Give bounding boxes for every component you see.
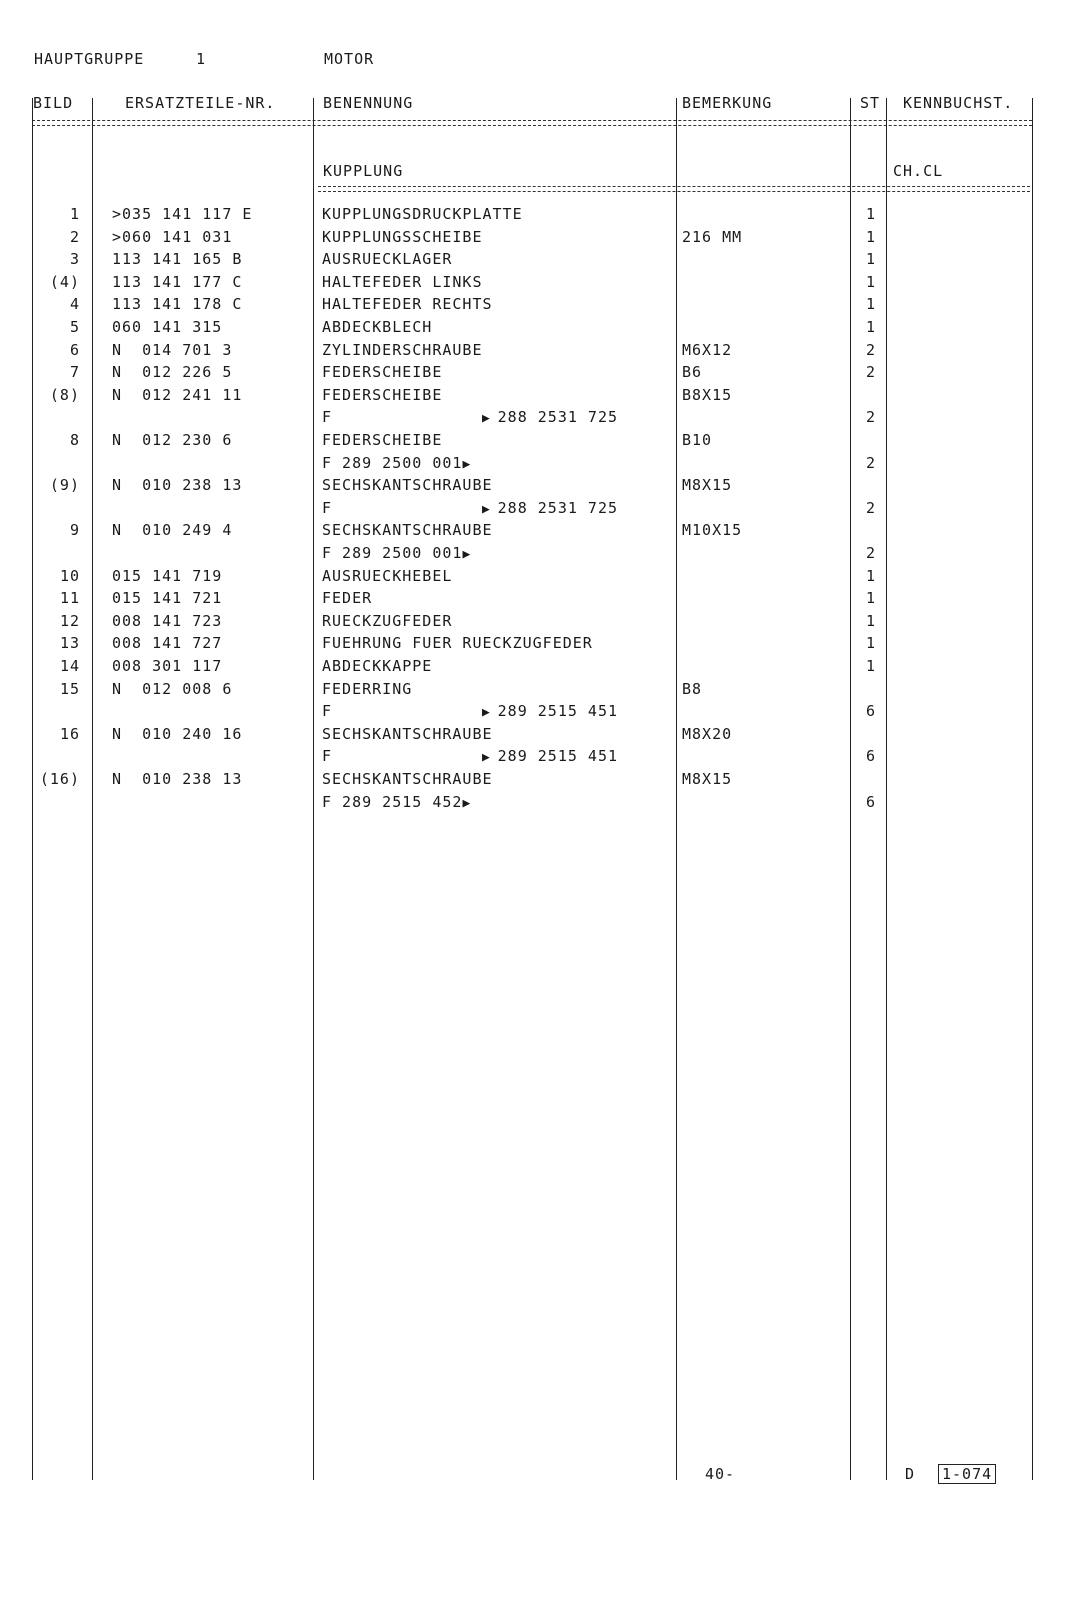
- benennung-cell: KUPPLUNGSDRUCKPLATTE: [322, 205, 523, 223]
- bemerkung-cell: M8X15: [682, 770, 733, 788]
- bemerkung-cell: M8X20: [682, 725, 733, 743]
- st-cell: 1: [865, 273, 877, 291]
- benennung-cell: F: [322, 747, 333, 765]
- benennung-cell: FEDERSCHEIBE: [322, 386, 443, 404]
- reference-target: [482, 702, 618, 722]
- bild-cell: (9): [49, 476, 80, 494]
- benennung-cell: F: [322, 408, 333, 426]
- bild-cell: 12: [59, 612, 80, 630]
- benennung-cell: F 289 2515 452▶: [322, 793, 471, 811]
- benennung-cell: ZYLINDERSCHRAUBE: [322, 341, 483, 359]
- bild-cell: 15: [59, 680, 80, 698]
- column-rule: [92, 98, 93, 1480]
- part-number-cell: 113 141 178 C: [112, 295, 243, 313]
- benennung-cell: F 289 2500 001▶: [322, 454, 471, 472]
- bild-cell: 10: [59, 567, 80, 585]
- st-cell: 1: [865, 228, 877, 246]
- st-cell: 2: [865, 499, 877, 517]
- benennung-cell: F 289 2500 001▶: [322, 544, 471, 562]
- reference-number: 288 2531 725: [497, 499, 619, 517]
- reference-arrow-icon: ▶: [482, 750, 498, 765]
- bemerkung-cell: B8X15: [682, 386, 733, 404]
- bemerkung-cell: M8X15: [682, 476, 733, 494]
- bemerkung-cell: M10X15: [682, 521, 743, 539]
- part-number-cell: 015 141 719: [112, 567, 223, 585]
- benennung-cell: F: [322, 702, 333, 720]
- benennung-cell: HALTEFEDER RECHTS: [322, 295, 493, 313]
- bild-cell: 16: [59, 725, 80, 743]
- st-cell: 1: [865, 205, 877, 223]
- reference-arrow-icon: ▶: [482, 705, 498, 720]
- part-number-cell: 008 301 117: [112, 657, 223, 675]
- benennung-cell: FEDERRING: [322, 680, 413, 698]
- col-bild: BILD: [33, 94, 74, 112]
- st-cell: 1: [865, 589, 877, 607]
- reference-target: [482, 499, 618, 519]
- group-name: MOTOR: [324, 50, 375, 68]
- part-number-cell: N 012 226 5: [112, 363, 233, 381]
- st-cell: 6: [865, 747, 877, 765]
- benennung-cell: FUEHRUNG FUER RUECKZUGFEDER: [322, 634, 593, 652]
- section-separator: [318, 186, 1030, 192]
- bild-cell: 13: [59, 634, 80, 652]
- bild-cell: 5: [69, 318, 80, 336]
- col-bemerkung: BEMERKUNG: [682, 94, 773, 112]
- column-rule: [886, 98, 887, 1480]
- bemerkung-cell: M6X12: [682, 341, 733, 359]
- column-rule: [676, 98, 677, 1480]
- st-cell: 1: [865, 250, 877, 268]
- part-number-cell: 008 141 727: [112, 634, 223, 652]
- st-cell: 2: [865, 544, 877, 562]
- bild-cell: (16): [39, 770, 80, 788]
- st-cell: 6: [865, 702, 877, 720]
- st-cell: 1: [865, 634, 877, 652]
- header-separator: [32, 120, 1032, 126]
- benennung-cell: F: [322, 499, 333, 517]
- st-cell: 1: [865, 612, 877, 630]
- part-number-cell: 113 141 177 C: [112, 273, 243, 291]
- bemerkung-cell: 216 MM: [682, 228, 743, 246]
- bild-cell: 2: [69, 228, 80, 246]
- column-rule: [850, 98, 851, 1480]
- reference-arrow-icon: ▶: [482, 411, 498, 426]
- bemerkung-cell: B10: [682, 431, 713, 449]
- benennung-cell: AUSRUECKLAGER: [322, 250, 453, 268]
- benennung-cell: SECHSKANTSCHRAUBE: [322, 476, 493, 494]
- st-cell: 1: [865, 567, 877, 585]
- part-number-cell: >035 141 117 E: [112, 205, 253, 223]
- bild-cell: 14: [59, 657, 80, 675]
- section-title: KUPPLUNG: [323, 162, 404, 180]
- benennung-cell: RUECKZUGFEDER: [322, 612, 453, 630]
- st-cell: 2: [865, 341, 877, 359]
- part-number-cell: 015 141 721: [112, 589, 223, 607]
- reference-number: 288 2531 725: [497, 408, 619, 426]
- part-number-cell: 060 141 315: [112, 318, 223, 336]
- benennung-cell: KUPPLUNGSSCHEIBE: [322, 228, 483, 246]
- bild-cell: (8): [49, 386, 80, 404]
- bild-cell: 8: [69, 431, 80, 449]
- part-number-cell: >060 141 031: [112, 228, 233, 246]
- part-number-cell: 008 141 723: [112, 612, 223, 630]
- reference-arrow-icon: ▶: [462, 796, 471, 811]
- reference-arrow-icon: ▶: [462, 547, 471, 562]
- bemerkung-cell: B8: [682, 680, 703, 698]
- part-number-cell: N 010 240 16: [112, 725, 243, 743]
- part-number-cell: N 010 249 4: [112, 521, 233, 539]
- column-rule: [32, 98, 33, 1480]
- part-number-cell: N 012 230 6: [112, 431, 233, 449]
- footer-letter: D: [905, 1465, 916, 1483]
- bild-cell: 7: [69, 363, 80, 381]
- st-cell: 2: [865, 454, 877, 472]
- bild-cell: 6: [69, 341, 80, 359]
- col-ersatzteile: ERSATZTEILE-NR.: [125, 94, 276, 112]
- benennung-cell: AUSRUECKHEBEL: [322, 567, 453, 585]
- bild-cell: 1: [69, 205, 80, 223]
- reference-number: 289 2515 451: [497, 747, 619, 765]
- st-cell: 6: [865, 793, 877, 811]
- reference-arrow-icon: ▶: [462, 457, 471, 472]
- hauptgruppe-label: HAUPTGRUPPE: [34, 50, 145, 68]
- benennung-cell: FEDERSCHEIBE: [322, 431, 443, 449]
- col-benennung: BENENNUNG: [323, 94, 414, 112]
- bild-cell: (4): [49, 273, 80, 291]
- reference-target: [482, 747, 618, 767]
- section-kennbuchst: CH.CL: [893, 162, 944, 180]
- part-number-cell: N 012 241 11: [112, 386, 243, 404]
- benennung-cell: FEDER: [322, 589, 373, 607]
- st-cell: 2: [865, 363, 877, 381]
- reference-number: 289 2515 451: [497, 702, 619, 720]
- bild-cell: 4: [69, 295, 80, 313]
- benennung-cell: SECHSKANTSCHRAUBE: [322, 521, 493, 539]
- benennung-cell: FEDERSCHEIBE: [322, 363, 443, 381]
- part-number-cell: N 010 238 13: [112, 770, 243, 788]
- st-cell: 2: [865, 408, 877, 426]
- benennung-cell: ABDECKBLECH: [322, 318, 433, 336]
- reference-arrow-icon: ▶: [482, 502, 498, 517]
- col-st: ST: [860, 94, 881, 112]
- column-rule: [313, 98, 314, 1480]
- reference-target: [482, 408, 618, 428]
- part-number-cell: N 012 008 6: [112, 680, 233, 698]
- benennung-cell: HALTEFEDER LINKS: [322, 273, 483, 291]
- part-number-cell: 113 141 165 B: [112, 250, 243, 268]
- col-kennbuchst: KENNBUCHST.: [903, 94, 1014, 112]
- bild-cell: 3: [69, 250, 80, 268]
- part-number-cell: N 014 701 3: [112, 341, 233, 359]
- benennung-cell: SECHSKANTSCHRAUBE: [322, 725, 493, 743]
- part-number-cell: N 010 238 13: [112, 476, 243, 494]
- bemerkung-cell: B6: [682, 363, 703, 381]
- hauptgruppe-number: 1: [196, 50, 207, 68]
- st-cell: 1: [865, 295, 877, 313]
- st-cell: 1: [865, 318, 877, 336]
- page-number: 40-: [705, 1465, 736, 1483]
- bild-cell: 9: [69, 521, 80, 539]
- benennung-cell: SECHSKANTSCHRAUBE: [322, 770, 493, 788]
- bild-cell: 11: [59, 589, 80, 607]
- footer-code: 1-074: [938, 1464, 996, 1484]
- st-cell: 1: [865, 657, 877, 675]
- column-rule: [1032, 98, 1033, 1480]
- benennung-cell: ABDECKKAPPE: [322, 657, 433, 675]
